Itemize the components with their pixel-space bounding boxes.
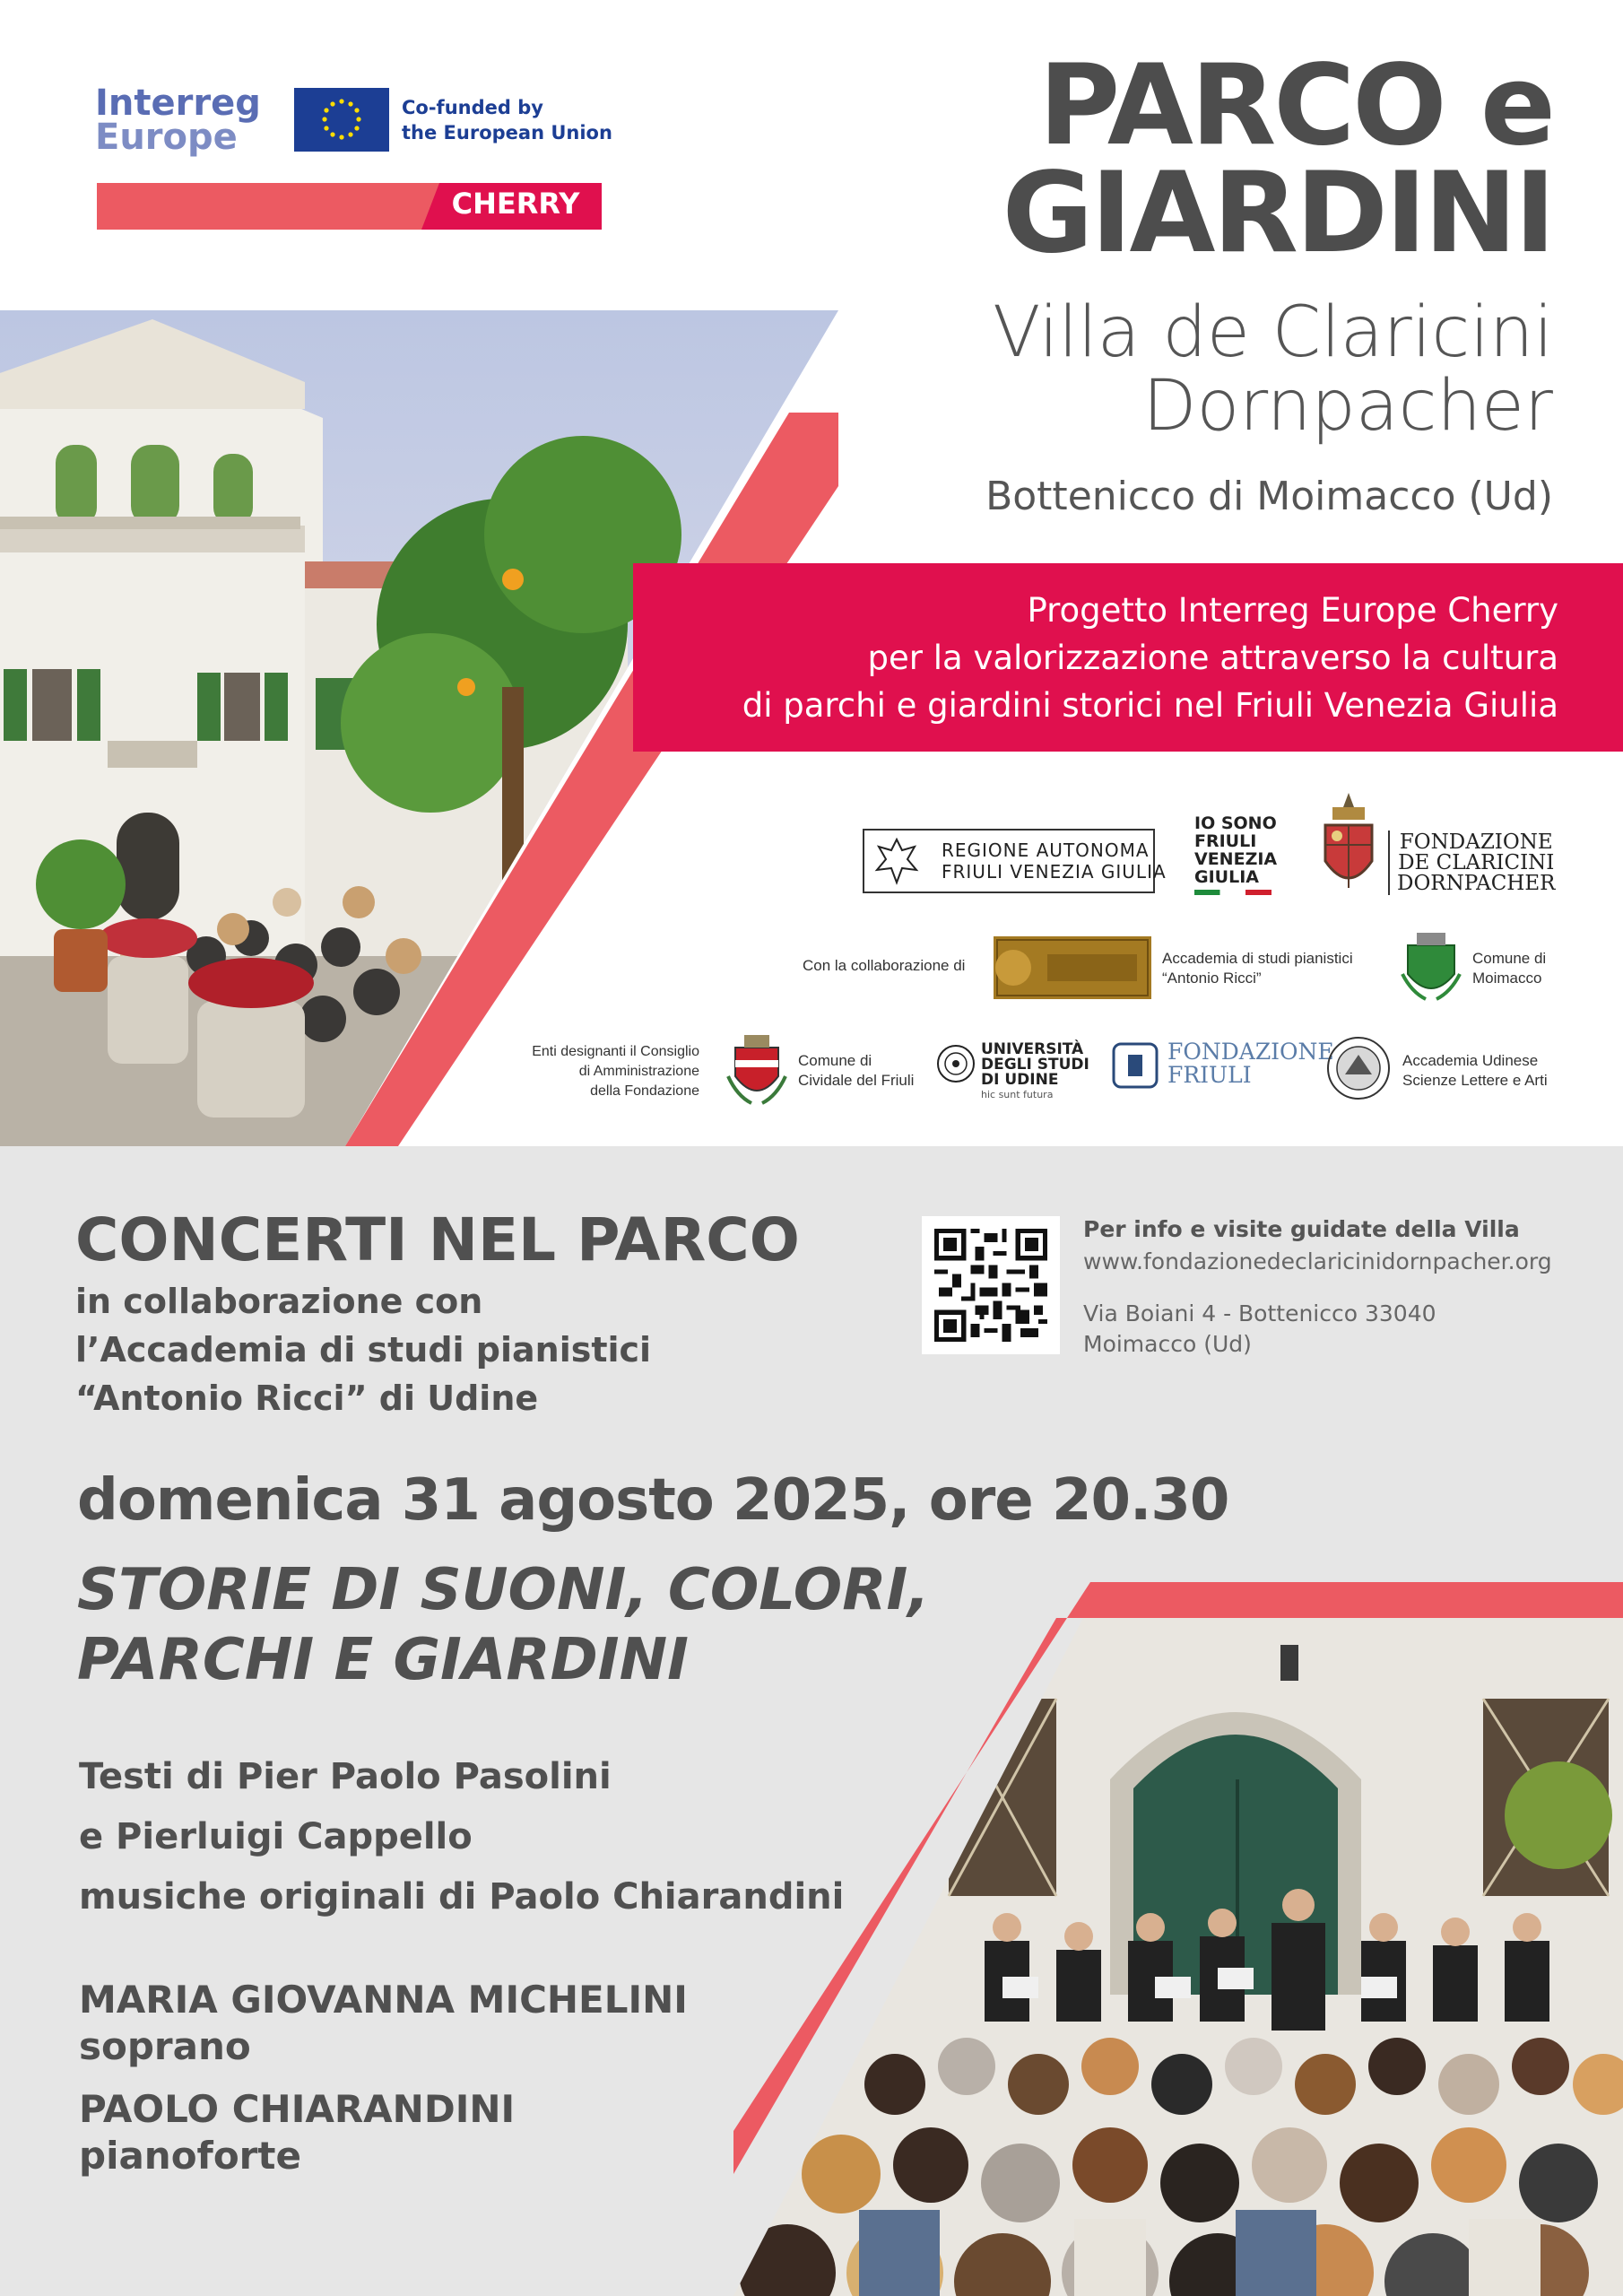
accademia-udinese-seal-icon (1325, 1035, 1392, 1101)
collab-line2: l’Accademia di studi pianistici (75, 1330, 652, 1370)
cividale-line1: Comune di (798, 1052, 872, 1069)
moimacco-text (1472, 949, 1546, 988)
aud-line2: Scienze Lettere e Arti (1402, 1072, 1548, 1089)
address (1083, 1299, 1436, 1360)
uniud-seal-icon (936, 1044, 976, 1083)
interreg-logo-line1: Interreg (95, 83, 261, 124)
cividale-text (798, 1051, 914, 1091)
info-title: Per info e visite guidate della Villa (1083, 1216, 1520, 1242)
enti-designanti-label (502, 1042, 699, 1101)
show-line2: PARCHI E GIARDINI (77, 1627, 689, 1693)
banner-line2: per la valorizzazione attraverso la cultura (867, 639, 1558, 677)
italian-flag-stripe (1194, 890, 1271, 895)
ff-line1: FONDAZIONE (1167, 1039, 1334, 1065)
cividale-line2: Cividale del Friuli (798, 1072, 915, 1089)
villa-name (993, 292, 1553, 447)
performer2-name: PAOLO CHIARANDINI (79, 2087, 516, 2131)
moimacco-line2: Moimacco (1472, 970, 1542, 987)
moimacco-crest-icon (1399, 929, 1463, 1004)
title-line1: PARCO e (1038, 41, 1553, 170)
collab-line3: “Antonio Ricci” di Udine (75, 1378, 539, 1418)
interreg-europe-logo (95, 83, 261, 158)
event-date: domenica 31 agosto 2025, ore 20.30 (77, 1467, 1229, 1534)
cividale-crest-icon (723, 1033, 791, 1107)
fondazione-claricini-text (1397, 832, 1555, 894)
accademia-line1: Accademia di studi pianistici (1162, 950, 1353, 967)
website-link[interactable]: www.fondazionedeclaricinidornpacher.org (1083, 1248, 1552, 1274)
title-line2: GIARDINI (1002, 149, 1553, 278)
banner-line1: Progetto Interreg Europe Cherry (1027, 591, 1558, 630)
banner-line3: di parchi e giardini storici nel Friuli Venezia Giulia (742, 686, 1558, 725)
performer1-role: soprano (79, 2024, 251, 2068)
performer2-role: pianoforte (79, 2134, 301, 2178)
cherry-label: CHERRY (451, 187, 580, 221)
concerts-heading: CONCERTI NEL PARCO (75, 1205, 800, 1274)
collab-line1: in collaborazione con (75, 1282, 483, 1321)
fondazione-friuli-icon (1112, 1042, 1159, 1089)
accademia-ricci-logo (994, 936, 1151, 999)
project-banner-text (742, 587, 1558, 729)
ff-line2: FRIULI (1167, 1062, 1252, 1088)
iosono-line3: VENEZIA (1194, 849, 1278, 869)
concerts-collaboration (75, 1277, 651, 1422)
iosono-line2: FRIULI (1194, 831, 1257, 851)
aud-line1: Accademia Udinese (1402, 1052, 1539, 1069)
enti-line1: Enti designanti il Consiglio (532, 1044, 699, 1059)
cofunded-line1: Co-funded by (402, 97, 543, 118)
uniud-line1: UNIVERSITÀ (981, 1040, 1084, 1058)
credits-line1: Testi di Pier Paolo Pasolini (79, 1756, 612, 1797)
credits-line2: e Pierluigi Cappello (79, 1816, 473, 1857)
enti-line3: della Fondazione (590, 1083, 699, 1099)
cofunded-eu-text (402, 95, 612, 145)
performer-pianist (79, 2086, 515, 2179)
uniud-line3: DI UDINE (981, 1071, 1059, 1089)
regione-fvg-text (942, 839, 1167, 883)
io-sono-fvg-logo (1194, 814, 1277, 886)
regione-line2: FRIULI VENEZIA GIULIA (942, 861, 1167, 883)
cofunded-line2: the European Union (402, 122, 612, 144)
iosono-line1: IO SONO (1194, 813, 1277, 833)
villa-line2: Dornpacher (1142, 366, 1553, 447)
show-line1: STORIE DI SUONI, COLORI, (77, 1557, 930, 1623)
location-text: Bottenicco di Moimacco (Ud) (985, 474, 1553, 519)
performer1-name: MARIA GIOVANNA MICHELINI (79, 1978, 688, 2022)
eagle-icon (872, 834, 922, 888)
eu-flag-icon (294, 88, 389, 152)
regione-line1: REGIONE AUTONOMA (942, 839, 1150, 861)
fondazione-line2: DE CLARICINI (1398, 851, 1555, 874)
moimacco-line1: Comune di (1472, 950, 1547, 967)
address-line2: Moimacco (Ud) (1083, 1331, 1252, 1357)
credits-line3: musiche originali di Paolo Chiarandini (79, 1876, 845, 1918)
uniud-text (981, 1042, 1089, 1088)
address-line1: Via Boiani 4 - Bottenicco 33040 (1083, 1300, 1436, 1326)
accademia-udinese-text (1402, 1051, 1548, 1091)
fondazione-line1: FONDAZIONE (1399, 831, 1553, 854)
qr-code-icon[interactable] (922, 1216, 1060, 1354)
accademia-ricci-text (1162, 949, 1353, 988)
credits (79, 1747, 844, 1927)
uniud-motto: hic sunt futura (981, 1089, 1054, 1100)
iosono-line4: GIULIA (1194, 867, 1259, 887)
fondazione-line3: DORNPACHER (1397, 872, 1556, 895)
fondazione-friuli-text (1167, 1040, 1334, 1087)
accademia-line2: “Antonio Ricci” (1162, 970, 1262, 987)
enti-line2: di Amministrazione (578, 1064, 699, 1079)
performer-soprano (79, 1977, 688, 2070)
fondazione-crest-icon (1313, 789, 1384, 899)
concert-photo (733, 1582, 1623, 2296)
collaboration-label: Con la collaborazione di (803, 957, 966, 974)
fondazione-separator (1388, 831, 1390, 895)
villa-line1: Villa de Claricini (993, 292, 1553, 373)
uniud-line2: DEGLI STUDI (981, 1056, 1089, 1074)
page-title (1002, 41, 1553, 278)
interreg-logo-line2: Europe (95, 117, 238, 158)
